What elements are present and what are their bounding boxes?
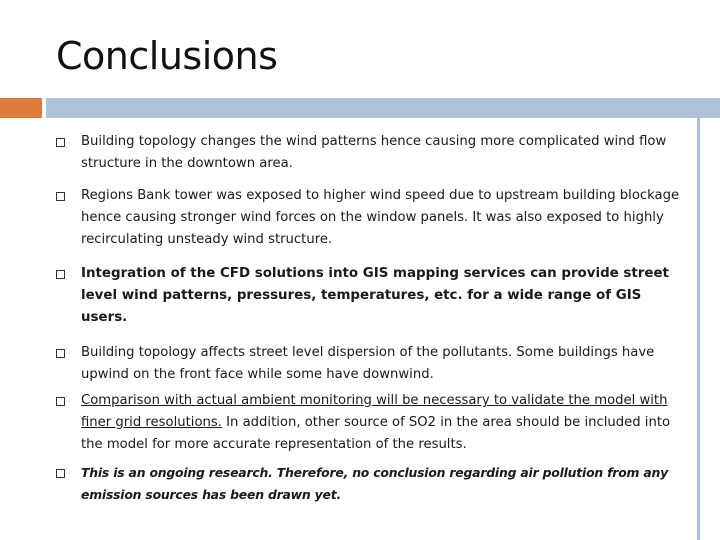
bullet-text: Regions Bank tower was exposed to higher wind speed due to upstream building blockage hence causing stronger wind forces on the window panels. It was also exposed to highly recirculating unsteady wind structure. [81, 188, 680, 247]
hollow-square-bullet-icon [56, 397, 65, 406]
bullet-item [56, 185, 686, 263]
slide-title: Conclusions [56, 34, 278, 78]
hollow-square-bullet-icon [56, 469, 65, 478]
hollow-square-bullet-icon [56, 270, 65, 279]
header-bar [46, 98, 720, 118]
bullet-item [56, 462, 686, 512]
bullet-text: In addition, other source of SO2 in the area should be included into the model for more accurate representation of the results. [81, 415, 671, 452]
hollow-square-bullet-icon [56, 192, 65, 201]
bullet-text: Building topology affects street level dispersion of the pollutants. Some buildings have upwind on the front face while some have downwind. [81, 345, 655, 382]
bullet-text-underlined: Comparison with actual ambient monitoring will be necessary to validate the model with finer grid resolutions. [81, 393, 668, 430]
hollow-square-bullet-icon [56, 349, 65, 358]
bullet-item [56, 263, 686, 342]
bullet-item [56, 131, 686, 185]
bullet-text: Integration of the CFD solutions into GIS mapping services can provide street level wind patterns, pressures, temperatures, etc. for a wide range of GIS users. [81, 266, 669, 325]
bullet-text: Building topology changes the wind patterns hence causing more complicated wind flow structure in the downtown area. [81, 134, 667, 171]
bullet-text: This is an ongoing research. Therefore, no conclusion regarding air pollution from any emission sources has been drawn yet. [81, 465, 669, 502]
accent-bar [0, 98, 42, 118]
hollow-square-bullet-icon [56, 138, 65, 147]
bullet-item [56, 342, 686, 390]
bullet-list [56, 131, 686, 512]
vertical-rule [697, 118, 700, 540]
bullet-item [56, 390, 686, 462]
